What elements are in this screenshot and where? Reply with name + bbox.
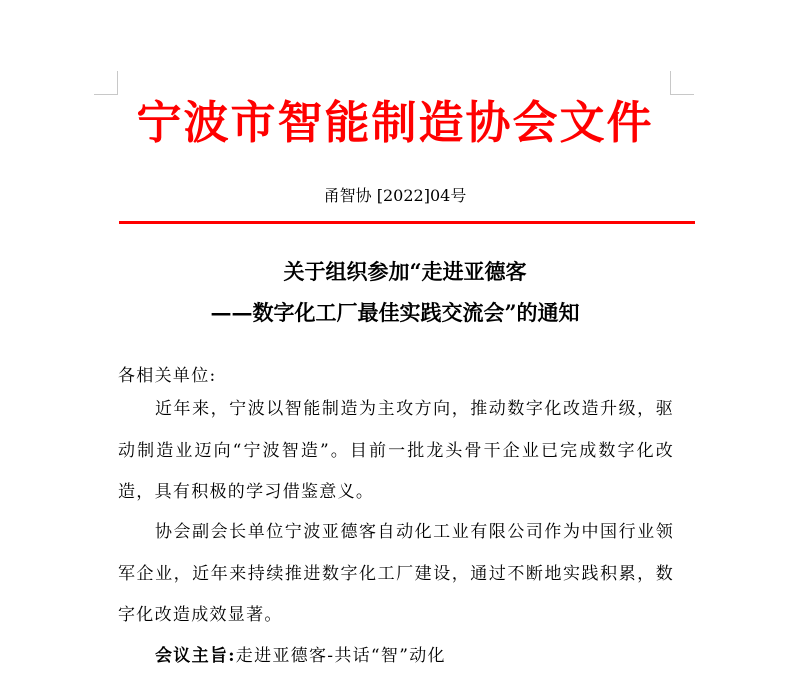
document-header-title: 宁波市智能制造协会文件 <box>136 96 654 149</box>
document-number: 甬智协 [2022]04号 <box>323 186 467 205</box>
body-paragraph-1: 近年来，宁波以智能制造为主攻方向，推动数字化改造升级，驱动制造业迈向“宁波智造”。目前一批龙头骨干企业已完成数字化改造，具有积极的学习借鉴意义。 <box>118 399 674 502</box>
salutation: 各相关单位: <box>118 366 217 386</box>
red-header-rule <box>119 221 695 224</box>
meeting-theme-label: 会议主旨: <box>155 646 236 666</box>
meeting-theme <box>118 636 674 678</box>
notice-title-line-1: 关于组织参加“走进亚德客 <box>283 259 527 284</box>
meeting-theme-value: 走进亚德客-共话“智”动化 <box>235 646 446 666</box>
notice-title-line-2: ——数字化工厂最佳实践交流会”的通知 <box>210 300 580 325</box>
body-paragraph-2: 协会副会长单位宁波亚德客自动化工业有限公司作为中国行业领军企业，近年来持续推进数字化工厂建设，通过不断地实践积累，数字化改造成效显著。 <box>118 522 674 625</box>
